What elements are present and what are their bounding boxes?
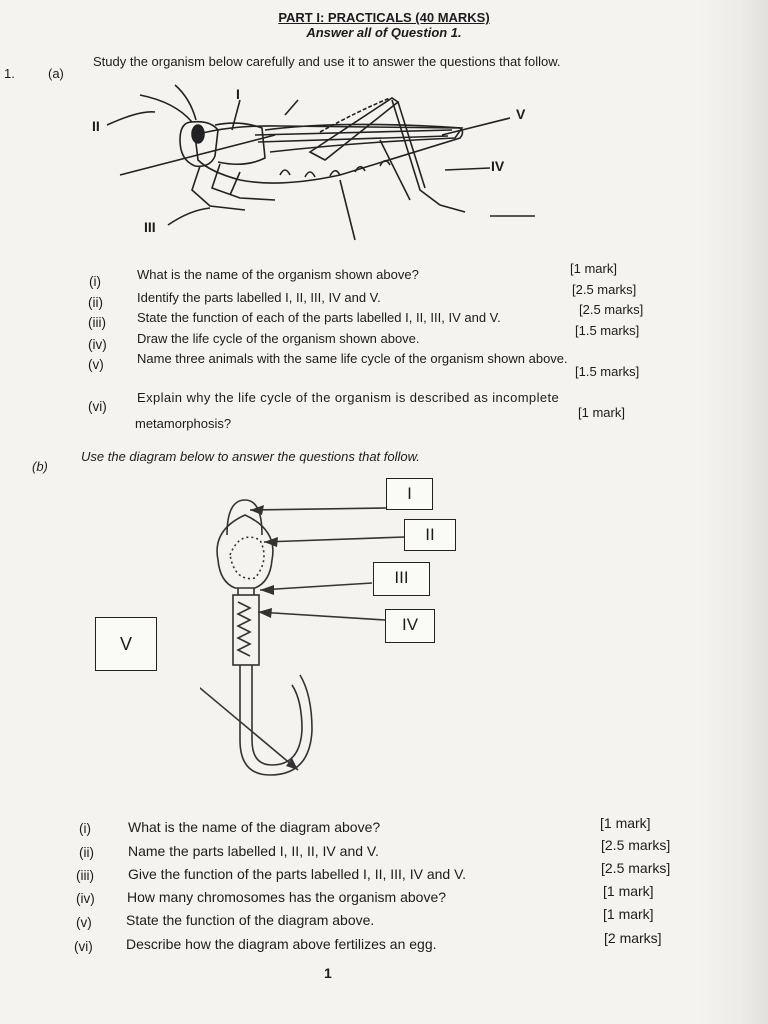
part-a-item-marks: [2.5 marks] [579,302,644,317]
part-a-item-marks: [1 mark] [570,261,617,276]
part-b-prompt: Use the diagram below to answer the questions that follow. [81,449,420,464]
part-b-item-marks: [2 marks] [604,930,662,946]
part-a-item-roman: (vi) [88,399,107,414]
part-a-item-text: Name three animals with the same life cycle of the organism shown above. [137,351,568,366]
part-b-label: (b) [32,459,48,474]
part-b-item-marks: [2.5 marks] [601,837,671,853]
part-b-item-text: Describe how the diagram above fertilizes an egg. [126,936,437,952]
part-b-item-marks: [2.5 marks] [601,860,671,876]
part-b-item-text: Give the function of the parts labelled I, II, III, IV and V. [128,866,467,882]
part-b-item-roman: (i) [79,821,91,836]
part-a-item-roman: (iv) [88,337,107,352]
part-a-item-text: Identify the parts labelled I, II, III, IV and V. [137,290,381,305]
part-b-item-roman: (v) [76,915,92,930]
page-number: 1 [324,965,332,981]
part-a-item-marks: [1.5 marks] [575,364,640,379]
sperm-label-i: I [386,478,433,510]
part-b-item-roman: (iii) [76,868,94,883]
part-b-item-roman: (iv) [76,891,95,906]
part-a-item-marks: [1 mark] [578,405,625,420]
part-a-item-roman: (iii) [88,315,106,330]
question-number: 1. [4,66,15,81]
sperm-label-iii: III [373,562,430,596]
page-edge-shadow [698,0,768,1024]
part-a-item-text: Draw the life cycle of the organism shown above. [137,331,420,346]
grasshopper-label-i: I [236,86,240,102]
grasshopper-label-iv: IV [491,158,505,174]
grasshopper-label-ii: II [92,118,100,134]
part-a-item-marks: [2.5 marks] [572,282,637,297]
part-b-item-text: How many chromosomes has the organism above? [127,889,447,905]
grasshopper-label-v: V [516,106,526,122]
part-b-item-text: Name the parts labelled I, II, II, IV and V. [128,843,379,859]
part-a-item-text: What is the name of the organism shown above? [137,267,419,282]
part-a-item-roman: (v) [88,357,104,372]
part-b-item-marks: [1 mark] [603,883,654,899]
part-b-item-text: What is the name of the diagram above? [128,819,381,835]
sperm-label-iv: IV [385,609,435,643]
sperm-cell-diagram [200,490,410,785]
part-b-item-text: State the function of the diagram above. [126,912,375,928]
section-instruction: Answer all of Question 1. [306,25,462,40]
part-a-label: (a) [48,66,64,81]
part-a-item-text: State the function of each of the parts labelled I, II, III, IV and V. [137,310,501,325]
part-b-item-marks: [1 mark] [600,815,651,831]
part-a-item-roman: (ii) [88,295,103,310]
part-b-item-roman: (vi) [74,939,93,954]
section-title: PART I: PRACTICALS (40 MARKS) [278,10,490,25]
sperm-label-ii: II [404,519,456,551]
grasshopper-label-iii: III [144,219,156,235]
part-b-item-roman: (ii) [79,845,94,860]
sperm-label-v: V [95,617,157,671]
part-a-prompt: Study the organism below carefully and use it to answer the questions that follow. [93,54,561,69]
part-a-item-marks: [1.5 marks] [575,323,640,338]
part-a-item-text-continued: metamorphosis? [135,416,232,431]
part-a-item-roman: (i) [89,274,101,289]
part-a-item-text: Explain why the life cycle of the organism is described as incomplete [137,390,560,405]
part-b-item-marks: [1 mark] [603,906,654,922]
